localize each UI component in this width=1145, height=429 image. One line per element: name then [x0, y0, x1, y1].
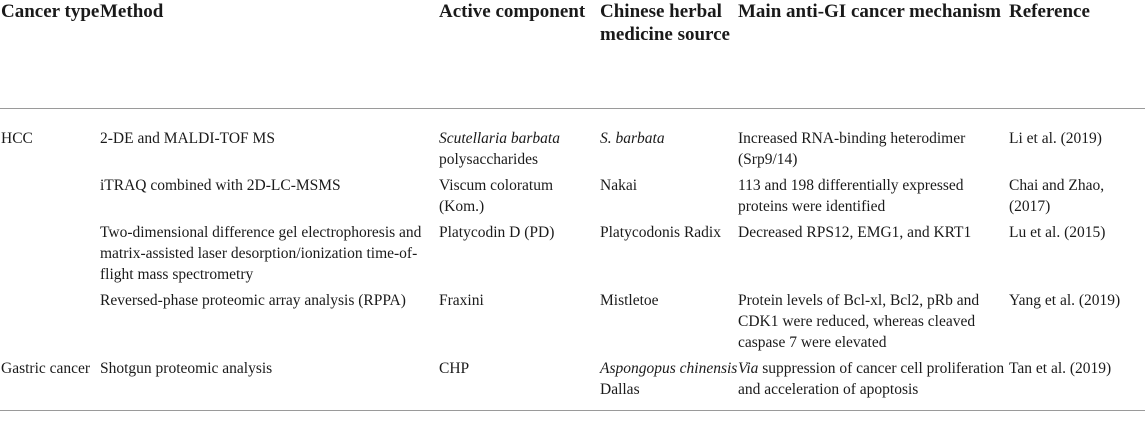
cell-active-component: Fraxini [439, 291, 484, 309]
table-row [0, 170, 1145, 217]
cell-method: 2-DE and MALDI-TOF MS [100, 129, 275, 147]
cell-active-component: CHP [439, 359, 470, 377]
cell-cancer-type [0, 170, 100, 217]
component-italic: Scutellaria barbata [439, 129, 560, 147]
cell-cancer-type [0, 217, 100, 285]
header-source: Chinese herbal medicine source [600, 1, 730, 45]
cell-reference: Lu et al. (2015) [1009, 223, 1106, 241]
cell-mechanism: 113 and 198 differentially expressed proteins were identified [738, 176, 964, 215]
header-row [0, 0, 1145, 108]
cell-active-component: Viscum coloratum (Kom.) [439, 176, 554, 215]
cell-source [600, 353, 738, 411]
cell-mechanism [738, 353, 1009, 411]
table-header [0, 0, 1145, 108]
cell-reference: Li et al. (2019) [1009, 129, 1102, 147]
table-body [0, 108, 1145, 410]
cell-active-component: Platycodin D (PD) [439, 223, 555, 241]
mechanism-italic: Via [738, 359, 759, 377]
cell-method: iTRAQ combined with 2D-LC-MSMS [100, 176, 341, 194]
cell-source: Nakai [600, 176, 638, 194]
table-row [0, 285, 1145, 353]
cell-source: S. barbata [600, 129, 665, 147]
header-cancer-type: Cancer type [1, 1, 100, 22]
cell-cancer-type: Gastric cancer [1, 359, 91, 377]
cell-active-component [439, 108, 600, 170]
table-row [0, 108, 1145, 170]
header-reference: Reference [1009, 1, 1090, 22]
cell-reference: Yang et al. (2019) [1009, 291, 1121, 309]
component-rest: polysaccharides [439, 150, 538, 168]
cell-source: Mistletoe [600, 291, 659, 309]
cell-mechanism: Decreased RPS12, EMG1, and KRT1 [738, 223, 972, 241]
cell-source: Platycodonis Radix [600, 223, 721, 241]
cell-mechanism: Protein levels of Bcl-xl, Bcl2, pRb and CDK1 were reduced, whereas cleaved caspase 7 were elevated [738, 291, 980, 351]
source-rest: Dallas [600, 380, 640, 398]
cell-reference: Chai and Zhao, (2017) [1009, 176, 1105, 215]
cell-method: Reversed-phase proteomic array analysis (RPPA) [100, 291, 406, 309]
cell-method: Shotgun proteomic analysis [100, 359, 273, 377]
header-mechanism: Main anti-GI cancer mechanism [738, 1, 1001, 22]
header-method: Method [100, 1, 164, 22]
table-row [0, 353, 1145, 411]
cell-mechanism: Increased RNA-binding heterodimer (Srp9/14) [738, 129, 966, 168]
cell-reference: Tan et al. (2019) [1009, 359, 1112, 377]
table-row [0, 217, 1145, 285]
cell-cancer-type [0, 285, 100, 353]
source-italic: Aspongopus chinensis [600, 359, 738, 377]
cell-method: Two-dimensional difference gel electrophoresis and matrix-assisted laser desorption/ionization time-of-flight mass spectrometry [100, 223, 422, 283]
mechanism-rest: suppression of cancer cell proliferation and acceleration of apoptosis [738, 359, 1005, 398]
header-active-component: Active component [439, 1, 586, 22]
cell-cancer-type: HCC [1, 129, 33, 147]
